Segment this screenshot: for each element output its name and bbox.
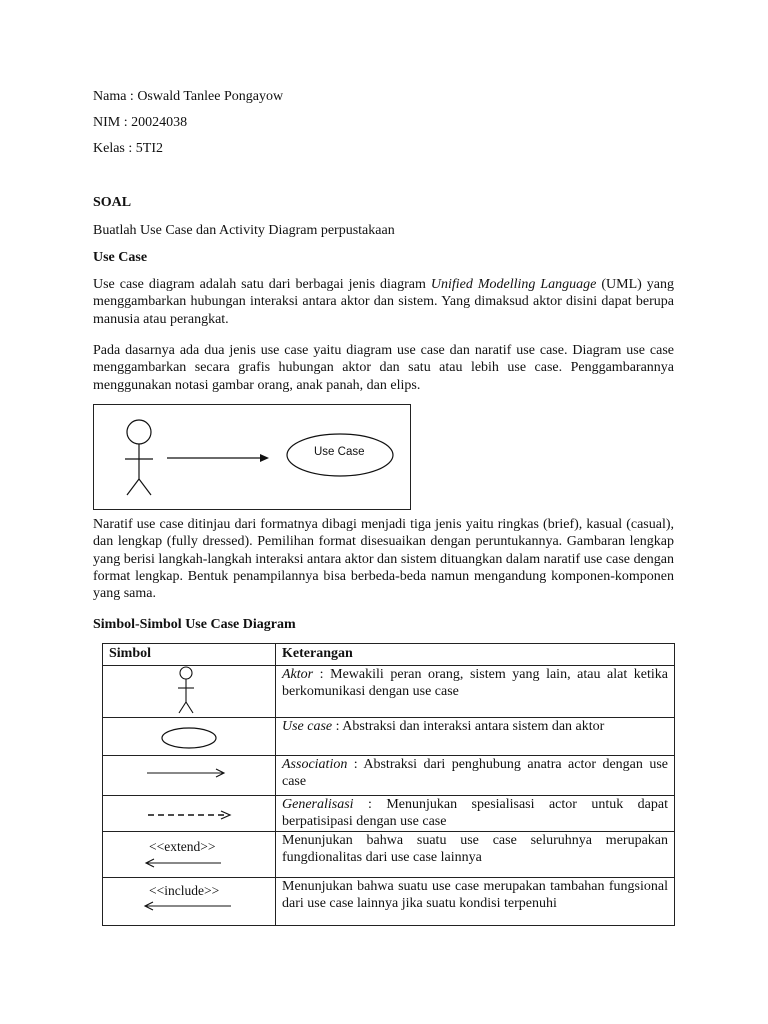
symbol-cell: [103, 832, 276, 878]
table-row: [103, 878, 675, 926]
soal-title: SOAL: [93, 195, 132, 210]
use-case-ellipse-label: Use Case: [314, 446, 365, 458]
ellipse-icon: [103, 718, 269, 754]
student-name: Nama : Oswald Tanlee Pongayow: [93, 89, 284, 104]
student-nim: NIM : 20024038: [93, 115, 188, 130]
arrow-icon: [103, 756, 269, 794]
table-row: [103, 666, 675, 718]
symbol-cell: [103, 718, 276, 756]
extend-icon: [103, 832, 269, 876]
table-row: [103, 796, 675, 832]
stick-figure-icon: [125, 420, 153, 495]
symbol-cell: [103, 878, 276, 926]
actor-icon: [103, 666, 269, 716]
description-cell: Generalisasi : Menunjukan spesialisasi actor untuk dapat berpatisipasi dengan use case: [276, 796, 675, 832]
description-cell: Aktor : Mewakili peran orang, sistem yang lain, atau alat ketika berkomunikasi dengan use case: [276, 666, 675, 718]
student-class: Kelas : 5TI2: [93, 141, 163, 156]
soal-text: Buatlah Use Case dan Activity Diagram perpustakaan: [93, 223, 395, 238]
use-case-paragraph-2: Pada dasarnya ada dua jenis use case yaitu diagram use case dan naratif use case. Diagram use case menggambarkan secara grafis hubungan aktor dan satu atau lebih use case. Penggambarannya menggunakan notasi gambar orang, anak panah, dan elips.: [93, 343, 674, 393]
table-row: [103, 718, 675, 756]
symbols-heading: Simbol-Simbol Use Case Diagram: [93, 617, 296, 632]
description-cell: Menunjukan bahwa suatu use case seluruhnya merupakan fungdionalitas dari use case lainnya: [276, 832, 675, 878]
extend-label: <<extend>>: [149, 839, 216, 854]
table-header-row: [103, 644, 675, 666]
use-case-figure: [93, 404, 411, 510]
use-case-heading: Use Case: [93, 250, 148, 265]
use-case-paragraph-3: Naratif use case ditinjau dari formatnya dibagi menjadi tiga jenis yaitu ringkas (brief), kasual (casual), dan lengkap (fully dressed). Pemilihan format disesuaikan dengan peruntukannya. Gambaran lengkap yang berisi langkah-langkah interaksi antara aktor dan sistem dituangkan dalam naratif use case dengan format lengkap. Bentuk penampilannya bisa berbeda-beda namun mengandung komponen-komponen yang sama.: [93, 517, 674, 602]
symbol-cell: [103, 666, 276, 718]
dashed-arrow-icon: [103, 796, 269, 830]
table-row: [103, 756, 675, 796]
header-description: Keterangan: [276, 644, 675, 666]
description-cell: Use case : Abstraksi dan interaksi antara sistem dan aktor: [276, 718, 675, 756]
association-arrow-icon: [167, 454, 269, 462]
symbols-table: [102, 643, 675, 926]
symbol-cell: [103, 756, 276, 796]
include-label: <<include>>: [149, 883, 220, 898]
header-symbol: Simbol: [103, 644, 276, 666]
symbol-cell: [103, 796, 276, 832]
table-row: [103, 832, 675, 878]
description-cell: Association : Abstraksi dari penghubung anatra actor dengan use case: [276, 756, 675, 796]
description-cell: Menunjukan bahwa suatu use case merupakan tambahan fungsional dari use case lainnya jika suatu kondisi terpenuhi: [276, 878, 675, 926]
use-case-paragraph-1: Use case diagram adalah satu dari berbagai jenis diagram Unified Modelling Language (UML) yang menggambarkan hubungan interaksi antara aktor dan sistem. Yang dimaksud aktor disini dapat berupa manusia atau perangkat.: [93, 277, 674, 327]
include-icon: [103, 878, 269, 924]
